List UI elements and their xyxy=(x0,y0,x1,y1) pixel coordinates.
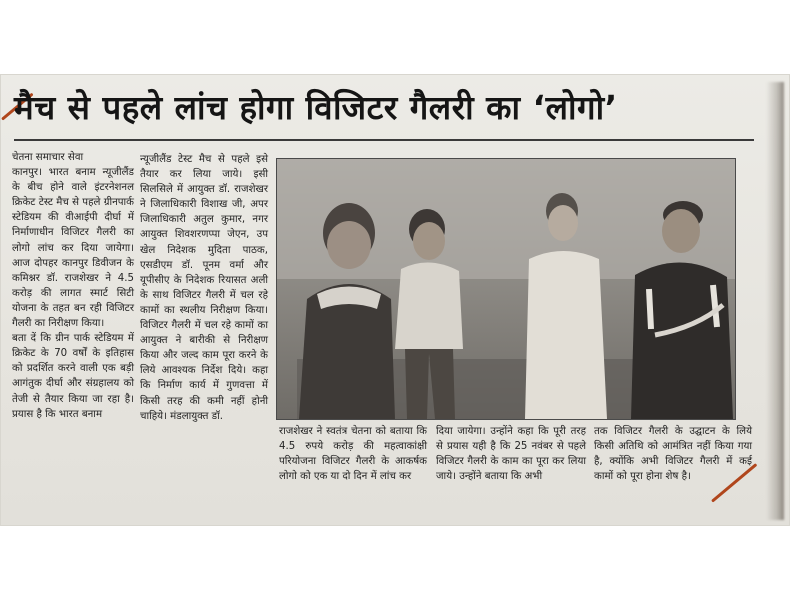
article-bottom-column-3: तक विजिटर गैलरी के उद्घाटन के लिये किसी अतिथि को आमंत्रित नहीं किया गया है, क्योंकि अभी विजिटर गैलरी में कई कामों को पूरा होना शेष है। xyxy=(594,426,752,483)
news-photo xyxy=(276,158,736,420)
article-column-middle: न्यूजीलैंड टेस्ट मैच से पहले इसे तैयार कर लिया जाये। इसी सिलसिले में आयुक्त डॉ. राजशेखर ने जिलाधिकारी विशाख जी, अपर जिलाधिकारी अतुल कुमार, नगर आयुक्त शिवशरणप्पा जेएन, उप खेल निदेशक मुदिता पाठक, एसडीएम डॉ. पूनम वर्मा और यूपीसीए के निदेशक रियासत अली के साथ विजिटर गैलरी में चल रहे कामों का स्थलीय निरीक्षण किया। विजिटर गैलरी में चल रहे कामों का आयुक्त ने बारीकी से निरीक्षण किया और जल्द काम पूरा करने के लिये आवश्यक निर्देश दिये। कहा कि निर्माण कार्य में गुणवत्ता में किसी तरह की कमी नहीं होनी चाहिये। मंडलायुक्त डॉ. xyxy=(140,154,268,422)
news-photo-image xyxy=(277,159,735,419)
article-bottom-column-1: राजशेखर ने स्वतंत्र चेतना को बताया कि 4.5 रुपये करोड़ की महत्वाकांक्षी परियोजना विजिटर गैलरी के आकर्षक लोगो को एक या दो दिन में लांच कर xyxy=(279,426,427,483)
article-bottom-column-2: दिया जायेगा। उन्होंने कहा कि पूरी तरह से प्रयास यही है कि 25 नवंबर से पहले विजिटर गैलरी के काम का पूरा कर लिया जाये। उन्होंने बताया कि अभी xyxy=(436,426,586,483)
article-column-left: चेतना समाचार सेवा कानपुर। भारत बनाम न्यूजीलैंड के बीच होने वाले इंटरनेशनल क्रिकेट टेस्ट मैच से पहले ग्रीनपार्क स्टेडियम की वीआईपी दीर्घा में निर्माणाधीन विजिटर गैलरी का लोगो लांच कर दिया जायेगा। आज दोपहर कानपुर डिवीजन के कमिश्नर डॉ. राजशेखर ने 4.5 करोड़ की लागत स्मार्ट सिटी योजना के तहत बन रही विजिटर गैलरी का निरीक्षण किया। बता दें कि ग्रीन पार्क स्टेडियम में क्रिकेट के 70 वर्षों के इतिहास को प्रदर्शित करने वाली एक बड़ी आगंतुक दीर्घा और संग्रहालय को तेजी से तैयार किया जा रहा है। प्रयास है कि भारत बनाम xyxy=(12,152,134,420)
headline: मैच से पहले लांच होगा विजिटर गैलरी का ‘लोगो’ xyxy=(14,88,618,127)
headline-underline xyxy=(14,139,754,141)
